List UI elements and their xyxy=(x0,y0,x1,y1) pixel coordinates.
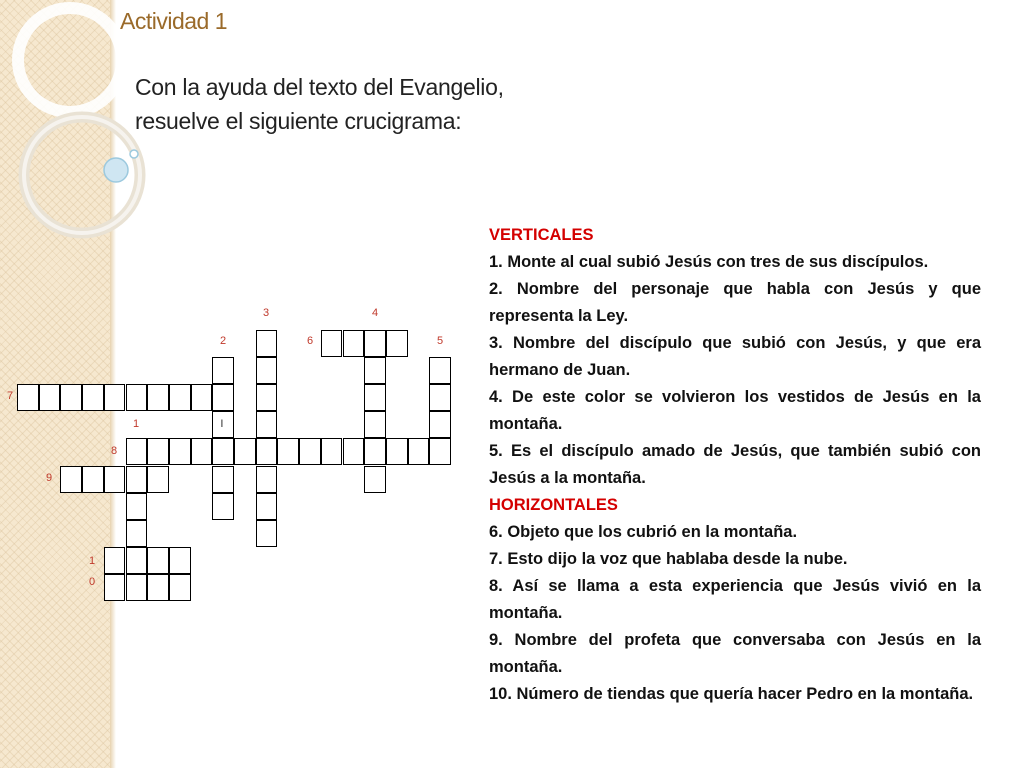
crossword-cell[interactable] xyxy=(256,466,278,493)
crossword-cell[interactable] xyxy=(126,574,148,601)
vertical-clue-3: 3. Nombre del discípulo que subió con Jesús, y que era hermano de Juan. xyxy=(489,334,981,379)
crossword-cell[interactable] xyxy=(343,438,365,465)
crossword-cell[interactable] xyxy=(364,357,386,384)
crossword-cell[interactable] xyxy=(386,330,408,357)
crossword-cell[interactable] xyxy=(169,384,191,411)
crossword-cell[interactable] xyxy=(104,384,126,411)
crossword-cell[interactable] xyxy=(169,547,191,574)
crossword-cell[interactable] xyxy=(386,438,408,465)
crossword-cell[interactable] xyxy=(256,411,278,438)
clue-number-5: 5 xyxy=(437,335,444,347)
clue-number-8: 8 xyxy=(111,445,118,457)
horizontal-heading: HORIZONTALES xyxy=(489,496,618,514)
crossword-cell[interactable] xyxy=(126,466,148,493)
crossword-cell[interactable] xyxy=(169,438,191,465)
crossword-cell[interactable] xyxy=(191,384,213,411)
crossword-grid xyxy=(0,0,470,620)
crossword-cell[interactable] xyxy=(60,466,82,493)
crossword-cell[interactable] xyxy=(364,411,386,438)
crossword-cell[interactable] xyxy=(364,438,386,465)
crossword-cell[interactable] xyxy=(104,466,126,493)
crossword-cell[interactable] xyxy=(212,357,234,384)
crossword-cell[interactable] xyxy=(321,438,343,465)
crossword-cell[interactable] xyxy=(126,384,148,411)
crossword-cell[interactable] xyxy=(104,574,126,601)
crossword-cell[interactable] xyxy=(256,520,278,547)
crossword-cell[interactable] xyxy=(147,384,169,411)
clue-number-2: 2 xyxy=(220,335,227,347)
clue-number-10-digit-0: 0 xyxy=(89,576,96,588)
crossword-cell[interactable] xyxy=(234,438,256,465)
clue-number-10-digit-1: 1 xyxy=(89,555,96,567)
crossword-cell[interactable] xyxy=(169,574,191,601)
crossword-cell[interactable] xyxy=(256,330,278,357)
crossword-cell[interactable] xyxy=(17,384,39,411)
horizontal-clue-8: 8. Así se llama a esta experiencia que Jesús vivió en la montaña. xyxy=(489,577,981,622)
clue-number-6: 6 xyxy=(307,335,314,347)
crossword-cell[interactable] xyxy=(39,384,61,411)
clue-number-3: 3 xyxy=(263,307,270,319)
crossword-cell[interactable] xyxy=(256,384,278,411)
crossword-cell[interactable] xyxy=(147,438,169,465)
crossword-cell[interactable] xyxy=(256,357,278,384)
crossword-cell[interactable] xyxy=(82,384,104,411)
crossword-cell[interactable] xyxy=(364,384,386,411)
activity-title: Actividad 1 xyxy=(120,8,228,34)
clue-number-4: 4 xyxy=(372,307,379,319)
horizontal-clue-7: 7. Esto dijo la voz que hablaba desde la nube. xyxy=(489,550,848,568)
clue-number-1: 1 xyxy=(133,418,140,430)
crossword-cell[interactable] xyxy=(212,438,234,465)
horizontal-clue-10: 10. Número de tiendas que quería hacer Pedro en la montaña. xyxy=(489,685,974,703)
crossword-cell[interactable] xyxy=(429,411,451,438)
crossword-cell[interactable] xyxy=(126,547,148,574)
crossword-cell[interactable] xyxy=(429,357,451,384)
crossword-cell[interactable] xyxy=(212,466,234,493)
crossword-cell[interactable] xyxy=(126,520,148,547)
crossword-cell[interactable] xyxy=(299,438,321,465)
crossword-cell[interactable] xyxy=(147,466,169,493)
vertical-heading: VERTICALES xyxy=(489,226,594,244)
instruction-text: Con la ayuda del texto del Evangelio, resuelve el siguiente crucigrama: xyxy=(135,74,504,134)
crossword-cell[interactable] xyxy=(321,330,343,357)
crossword-cell-letter: I xyxy=(220,418,224,430)
crossword-cell[interactable] xyxy=(256,438,278,465)
crossword-cell[interactable] xyxy=(429,438,451,465)
crossword-cell[interactable] xyxy=(429,384,451,411)
crossword-cell[interactable] xyxy=(104,547,126,574)
vertical-clue-4: 4. De este color se volvieron los vestidos de Jesús en la montaña. xyxy=(489,388,981,433)
crossword-cell[interactable] xyxy=(147,574,169,601)
crossword-cell[interactable] xyxy=(212,384,234,411)
clue-number-7: 7 xyxy=(7,390,14,402)
crossword-cell[interactable] xyxy=(191,438,213,465)
crossword-cell[interactable] xyxy=(126,493,148,520)
crossword-cell[interactable] xyxy=(256,493,278,520)
vertical-clue-5: 5. Es el discípulo amado de Jesús, que también subió con Jesús a la montaña. xyxy=(489,442,981,487)
crossword-cell[interactable] xyxy=(147,547,169,574)
crossword-cell[interactable] xyxy=(60,384,82,411)
crossword-cell[interactable] xyxy=(364,466,386,493)
clues-panel xyxy=(489,222,981,708)
crossword-cell[interactable] xyxy=(364,330,386,357)
horizontal-clue-6: 6. Objeto que los cubrió en la montaña. xyxy=(489,523,798,541)
horizontal-clue-9: 9. Nombre del profeta que conversaba con Jesús en la montaña. xyxy=(489,631,981,676)
crossword-cell[interactable] xyxy=(277,438,299,465)
vertical-clue-2: 2. Nombre del personaje que habla con Jesús y que representa la Ley. xyxy=(489,280,981,325)
crossword-cell[interactable] xyxy=(82,466,104,493)
vertical-clue-1: 1. Monte al cual subió Jesús con tres de sus discípulos. xyxy=(489,253,929,271)
crossword-cell[interactable] xyxy=(343,330,365,357)
clue-number-9: 9 xyxy=(46,472,53,484)
crossword-cell[interactable] xyxy=(408,438,430,465)
crossword-cell[interactable] xyxy=(212,493,234,520)
crossword-cell[interactable] xyxy=(126,438,148,465)
